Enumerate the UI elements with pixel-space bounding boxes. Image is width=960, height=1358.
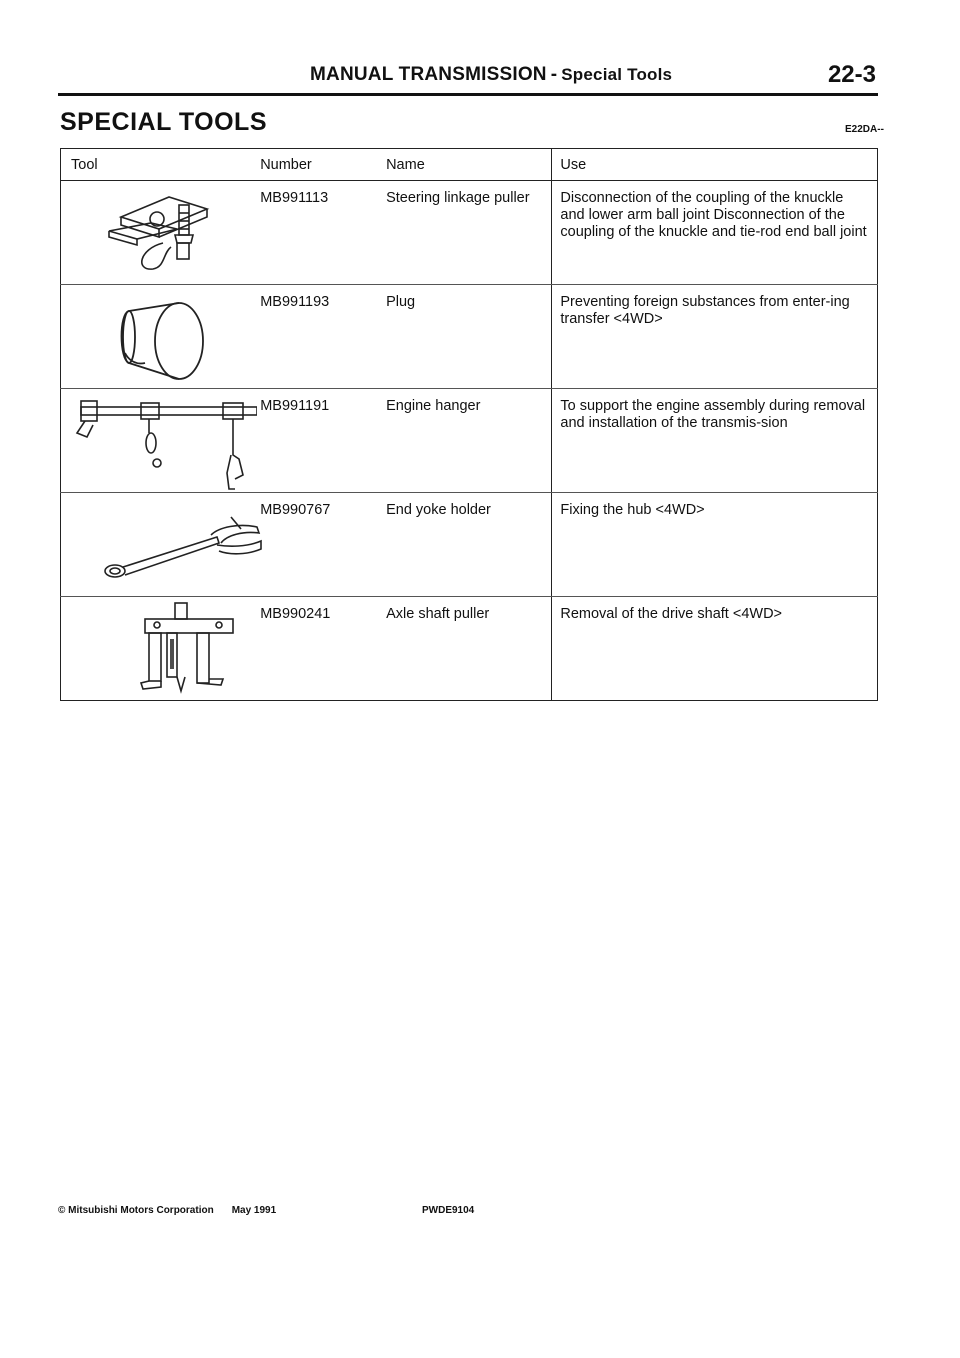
tool-number: MB991191: [260, 389, 386, 493]
special-tools-table: [60, 148, 878, 701]
engine-hanger-icon: [57, 393, 257, 493]
axle-shaft-puller-icon: [131, 599, 281, 699]
plug-icon: [79, 291, 229, 381]
section-code: E22DA--: [845, 124, 884, 135]
tool-use: To support the engine assembly during removal and installation of the transmis-sion: [552, 389, 878, 493]
table-row: [61, 493, 878, 597]
tool-illustration-cell: [61, 181, 261, 285]
table-row: [61, 389, 878, 493]
header-rule: [58, 93, 878, 96]
footer-date: May 1991: [231, 1205, 277, 1216]
tool-use: Disconnection of the coupling of the knuckle and lower arm ball joint Disconnection of the coupling of the knuckle and tie-rod end ball joint: [552, 181, 878, 285]
tool-illustration-cell: [61, 597, 261, 701]
col-header-name: Name: [386, 149, 552, 181]
page-header: [58, 61, 878, 96]
tool-use: Preventing foreign substances from enter-ing transfer <4WD>: [552, 285, 878, 389]
tool-name: Plug: [386, 285, 552, 389]
tool-illustration-cell: [61, 285, 261, 389]
col-header-use: Use: [552, 149, 878, 181]
tool-name: Steering linkage puller: [386, 181, 552, 285]
end-yoke-holder-icon: [101, 503, 281, 593]
table-row: [61, 597, 878, 701]
tool-name: Engine hanger: [386, 389, 552, 493]
page-footer: [58, 1205, 475, 1216]
table-row: [61, 181, 878, 285]
col-header-tool: Tool: [61, 149, 261, 181]
tool-number: MB990241: [260, 606, 331, 622]
tool-illustration-cell: [61, 493, 261, 597]
section-title: SPECIAL TOOLS: [60, 108, 268, 136]
tool-use: Fixing the hub <4WD>: [552, 493, 878, 597]
steering-linkage-puller-icon: [79, 187, 229, 277]
tool-use: Removal of the drive shaft <4WD>: [552, 597, 878, 701]
tool-number: MB991193: [260, 285, 386, 389]
tool-name: Axle shaft puller: [386, 606, 490, 622]
header-dash: -: [550, 64, 558, 85]
table-header-row: [61, 149, 878, 181]
tool-illustration-cell: [61, 389, 261, 493]
footer-copyright: © Mitsubishi Motors Corporation: [58, 1205, 214, 1216]
tool-number: MB990767: [260, 493, 386, 597]
tool-number: MB991113: [260, 181, 386, 285]
footer-code: PWDE9104: [422, 1205, 475, 1216]
tool-name: End yoke holder: [386, 493, 552, 597]
table-row: [61, 285, 878, 389]
header-title: [310, 64, 672, 86]
page-number: 22-3: [827, 61, 876, 88]
col-header-number: Number: [260, 149, 386, 181]
header-subtitle: Special Tools: [561, 65, 673, 84]
header-title-main: MANUAL TRANSMISSION: [310, 64, 547, 85]
